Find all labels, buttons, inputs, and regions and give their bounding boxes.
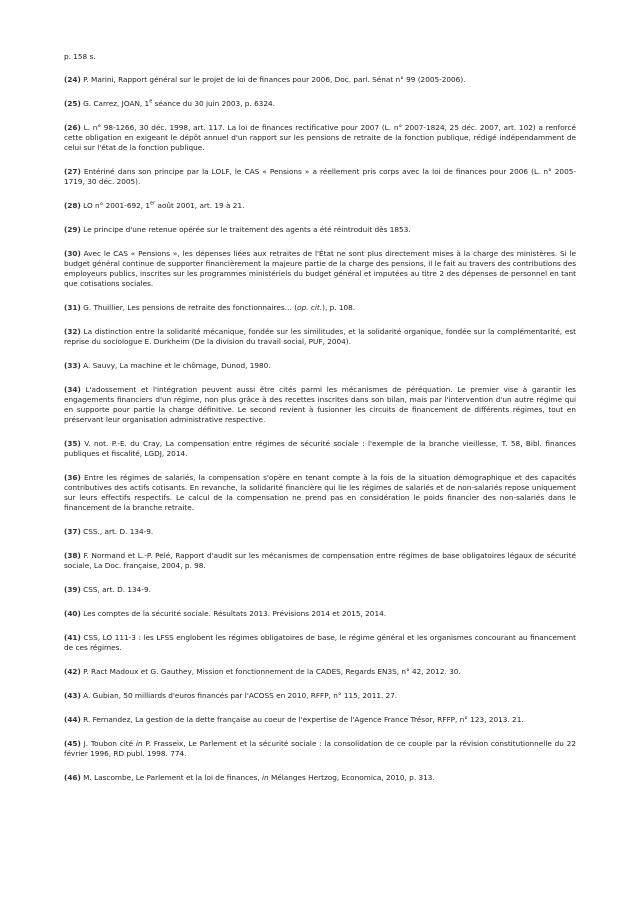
footnote-text: Le principe d'une retenue opérée sur le traitement des agents a été réintroduit dès 1853. xyxy=(83,225,411,234)
footnote-text: La distinction entre la solidarité mécanique, fondée sur les similitudes, et la solidarité organique, fondée sur la complémentarité, est reprise du sociologue E. Durkheim (De la division du travail social, PUF, 2004). xyxy=(64,327,576,346)
footnote-46 xyxy=(64,773,576,783)
footnote-34 xyxy=(64,385,576,425)
footnote-number: (24) xyxy=(64,75,81,84)
ordinal-superscript: e xyxy=(149,98,153,105)
footnote-number: (33) xyxy=(64,361,81,370)
footnote-number: (28) xyxy=(64,201,81,210)
footnote-text: Avec le CAS « Pensions », les dépenses liées aux retraites de l'État ne sont plus directement mises à la charge des ministères. Si le budget général continue de supporter financièrement la majeure partie de la charge des pensions, il le fait au travers des contributions des employeurs publics, inscrites sur les programmes ministériels du budget général et imputées au titre 2 des dépenses de personnel en tant que cotisations sociales. xyxy=(64,249,576,288)
footnote-text: G. Carrez, JOAN, 1 xyxy=(83,99,150,108)
footnote-number: (40) xyxy=(64,609,81,618)
footnote-39 xyxy=(64,585,576,595)
footnote-26 xyxy=(64,123,576,153)
footnote-text: Entre les régimes de salariés, la compensation s'opère en tenant compte à la fois de la situation démographique et des capacités contributives des actifs cotisants. En revanche, la solidarité financière qui lie les régimes de salariés et de non-salariés repose uniquement sur leurs effectifs respectifs. Le calcul de la compensation ne prend pas en considération le poids financier des non-salariés dans le financement de la branche retraite. xyxy=(64,473,576,512)
footnote-25 xyxy=(64,99,576,109)
footnote-text: A. Gubian, 50 milliards d'euros financés par l'ACOSS en 2010, RFFP, n° 115, 2011. 27. xyxy=(83,691,398,700)
footnote-29 xyxy=(64,225,576,235)
footnote-33 xyxy=(64,361,576,371)
footnote-number: (38) xyxy=(64,551,81,560)
italic-in: in xyxy=(262,773,269,782)
footnote-44 xyxy=(64,715,576,725)
footnote-35 xyxy=(64,439,576,459)
footnote-text: Entériné dans son principe par la LOLF, le CAS « Pensions » a réellement pris corps avec la loi de finances pour 2006 (L. n° 2005-1719, 30 déc. 2005). xyxy=(64,167,576,186)
footnote-number: (26) xyxy=(64,123,81,132)
footnote-text: LO n° 2001-692, 1 xyxy=(83,201,151,210)
footnote-31 xyxy=(64,303,576,313)
footnote-text: P. Ract Madoux et G. Gauthey, Mission et fonctionnement de la CADES, Regards EN3S, n° 42, 2012. 30. xyxy=(83,667,461,676)
footnote-24 xyxy=(64,75,576,85)
footnote-text: G. Thuillier, Les pensions de retraite des fonctionnaires… ( xyxy=(83,303,298,312)
footnote-37 xyxy=(64,527,576,537)
footnote-text: Les comptes de la sécurité sociale. Résultats 2013. Prévisions 2014 et 2015, 2014. xyxy=(83,609,387,618)
footnote-text: R. Fernandez, La gestion de la dette française au coeur de l'expertise de l'Agence France Trésor, RFFP, n° 123, 2013. 21. xyxy=(83,715,524,724)
footnote-45 xyxy=(64,739,576,759)
footnote-number: (45) xyxy=(64,739,81,748)
footnote-text: J. Toubon cité xyxy=(83,739,136,748)
footnote-text-end: Mélanges Hertzog, Economica, 2010, p. 313. xyxy=(268,773,435,782)
footnote-text: A. Sauvy, La machine et le chômage, Dunod, 1980. xyxy=(83,361,271,370)
footnote-number: (34) xyxy=(64,385,81,394)
footnote-number: (30) xyxy=(64,249,81,258)
footnote-number: (43) xyxy=(64,691,81,700)
footnote-42 xyxy=(64,667,576,677)
footnote-number: (29) xyxy=(64,225,81,234)
footnote-text: L. n° 98-1266, 30 déc. 1998, art. 117. La loi de finances rectificative pour 2007 (L. n° 2007-1824, 25 déc. 2007, art. 102) a renforcé cette obligation en exigeant le dépôt annuel d'un rapport sur les pensions de retraite de la fonction publique, rédigé indépendamment de celui sur l'état de la fonction publique. xyxy=(64,123,576,152)
footnote-text: M. Lascombe, Le Parlement et la loi de finances, xyxy=(83,773,263,782)
footnote-32 xyxy=(64,327,576,347)
italic-citation: op. cit. xyxy=(297,303,323,312)
footnote-text: CSS., art. D. 134-9. xyxy=(83,527,154,536)
footnote-number: (31) xyxy=(64,303,81,312)
italic-in: in xyxy=(135,739,143,748)
footnote-number: (41) xyxy=(64,633,81,642)
footnote-text-end: séance du 30 juin 2003, p. 6324. xyxy=(152,99,275,108)
footnote-number: (32) xyxy=(64,327,81,336)
footnote-28 xyxy=(64,201,576,211)
footnote-number: (27) xyxy=(64,167,81,176)
footnote-36 xyxy=(64,473,576,513)
footnote-text: CSS, art. D. 134-9. xyxy=(83,585,151,594)
footnote-number: (37) xyxy=(64,527,81,536)
footnote-27 xyxy=(64,167,576,187)
footnote-text-end: P. Frasseix, Le Parlement et la sécurité sociale : la consolidation de ce couple par la révision constitutionnelle du 22 février 1996, RD publ. 1998. 774. xyxy=(64,739,576,758)
footnote-text: CSS, LO 111-3 : les LFSS englobent les régimes obligatoires de base, le régime général et les organismes concourant au financement de ces régimes. xyxy=(64,633,576,652)
footnote-number: (36) xyxy=(64,473,81,482)
footnote-text: L'adossement et l'intégration peuvent aussi être cités parmi les mécanismes de péréquation. Le premier vise à garantir les engagements financiers d'un régime, non plus grâce à des recettes inscrites dans son bilan, mais par l'intervention d'un autre régime qui en supporte pour partie la charge définitive. Le second revient à fusionner les circuits de financement de différents régimes, tout en préservant leur organisation administrative respective. xyxy=(64,385,576,424)
footnote-number: (46) xyxy=(64,773,81,782)
footnote-40 xyxy=(64,609,576,619)
footnotes-page xyxy=(64,52,576,797)
footnote-number: (35) xyxy=(64,439,81,448)
footnote-number: (44) xyxy=(64,715,81,724)
footnote-text-end: août 2001, art. 19 à 21. xyxy=(155,201,245,210)
footnote-text: P. Marini, Rapport général sur le projet de loi de finances pour 2006, Doc. parl. Sénat n° 99 (2005-2006). xyxy=(83,75,466,84)
footnote-38 xyxy=(64,551,576,571)
footnote-43 xyxy=(64,691,576,701)
footnote-41 xyxy=(64,633,576,653)
footnote-number: (39) xyxy=(64,585,81,594)
footnote-number: (42) xyxy=(64,667,81,676)
footnote-text-end: ), p. 108. xyxy=(322,303,356,312)
footnote-30 xyxy=(64,249,576,289)
footnote-number: (25) xyxy=(64,99,81,108)
footnote-text: F. Normand et L.-P. Pelé, Rapport d'audit sur les mécanismes de compensation entre régimes de base obligatoires légaux de sécurité sociale, La Doc. française, 2004, p. 98. xyxy=(64,551,576,570)
page-reference: p. 158 s. xyxy=(64,52,96,61)
ordinal-superscript: er xyxy=(150,200,156,207)
footnote-text: V. not. P.-E. du Cray, La compensation entre régimes de sécurité sociale : l'exemple de la branche vieillesse, T. 58, Bibl. finances publiques et fiscalité, LGDJ, 2014. xyxy=(64,439,576,458)
